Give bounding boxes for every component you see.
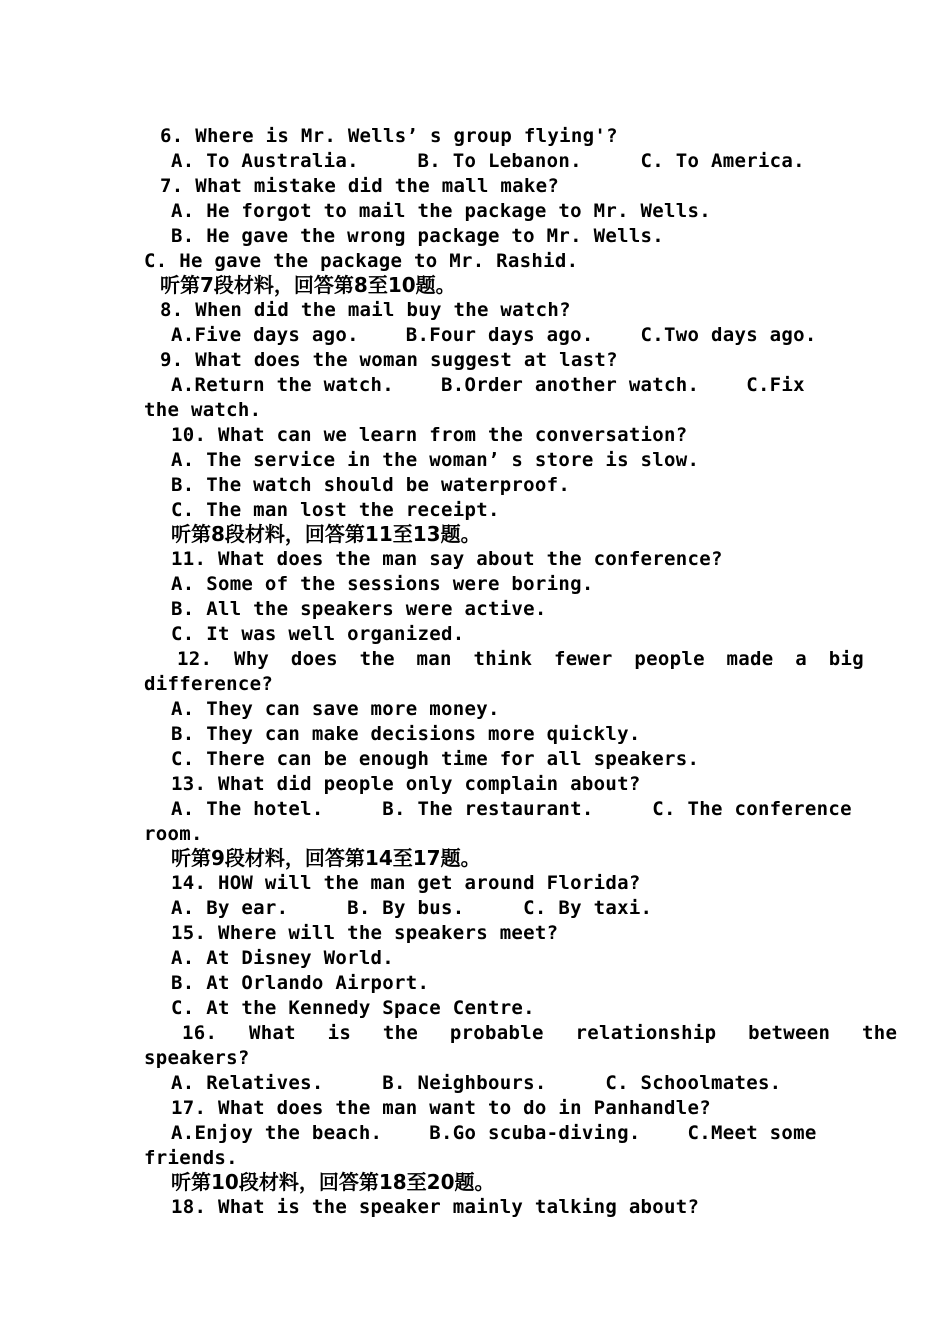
question-18: 18. What is the speaker mainly talking about?	[171, 1196, 700, 1218]
option-15b: B. At Orlando Airport.	[171, 972, 430, 994]
question-16: 16. What is the probable relationship between the	[182, 1022, 898, 1044]
question-11: 11. What does the man say about the conference?	[171, 548, 723, 570]
option-12c: C. There can be enough time for all speakers.	[171, 748, 700, 770]
option-11a: A. Some of the sessions were boring.	[171, 573, 594, 595]
question-14: 14. HOW will the man get around Florida?	[171, 872, 641, 894]
question-17: 17. What does the man want to do in Panhandle?	[171, 1097, 711, 1119]
section-heading-9: 听第9段材料，回答第14至17题。	[171, 846, 481, 870]
question-13: 13. What did people only complain about?	[171, 773, 641, 795]
question-10: 10. What can we learn from the conversation?	[171, 424, 688, 446]
options-13-continued: room.	[144, 823, 203, 845]
option-11b: B. All the speakers were active.	[171, 598, 547, 620]
question-7: 7. What mistake did the mall make?	[160, 175, 560, 197]
option-11c: C. It was well organized.	[171, 623, 465, 645]
option-12b: B. They can make decisions more quickly.	[171, 723, 641, 745]
option-10c: C. The man lost the receipt.	[171, 499, 500, 521]
options-8: A.Five days ago. B.Four days ago. C.Two days ago.	[171, 324, 817, 346]
section-heading-10: 听第10段材料，回答第18至20题。	[171, 1170, 495, 1194]
option-7b: B. He gave the wrong package to Mr. Wells.	[171, 225, 665, 247]
question-12-continued: difference?	[144, 673, 274, 695]
section-heading-7: 听第7段材料，回答第8至10题。	[160, 273, 456, 297]
option-15a: A. At Disney World.	[171, 947, 395, 969]
question-16-continued: speakers?	[144, 1047, 250, 1069]
question-9: 9. What does the woman suggest at last?	[160, 349, 618, 371]
option-7c: C. He gave the package to Mr. Rashid.	[144, 250, 579, 272]
options-6: A. To Australia. B. To Lebanon. C. To America.	[171, 150, 805, 172]
options-9: A.Return the watch. B.Order another watch. C.Fix	[171, 374, 805, 396]
question-12: 12. Why does the man think fewer people made a big	[177, 648, 864, 670]
options-9-continued: the watch.	[144, 399, 262, 421]
question-6: 6. Where is Mr. Wells’ s group flying'?	[160, 125, 618, 147]
options-13: A. The hotel. B. The restaurant. C. The conference	[171, 798, 852, 820]
section-heading-8: 听第8段材料，回答第11至13题。	[171, 522, 481, 546]
question-8: 8. When did the mail buy the watch?	[160, 299, 571, 321]
option-12a: A. They can save more money.	[171, 698, 500, 720]
option-10a: A. The service in the woman’ s store is slow.	[171, 449, 700, 471]
option-7a: A. He forgot to mail the package to Mr. Wells.	[171, 200, 711, 222]
question-15: 15. Where will the speakers meet?	[171, 922, 559, 944]
options-16: A. Relatives. B. Neighbours. C. Schoolmates.	[171, 1072, 782, 1094]
options-17-continued: friends.	[144, 1147, 238, 1169]
option-15c: C. At the Kennedy Space Centre.	[171, 997, 535, 1019]
options-14: A. By ear. B. By bus. C. By taxi.	[171, 897, 653, 919]
option-10b: B. The watch should be waterproof.	[171, 474, 571, 496]
options-17: A.Enjoy the beach. B.Go scuba-diving. C.Meet some	[171, 1122, 817, 1144]
